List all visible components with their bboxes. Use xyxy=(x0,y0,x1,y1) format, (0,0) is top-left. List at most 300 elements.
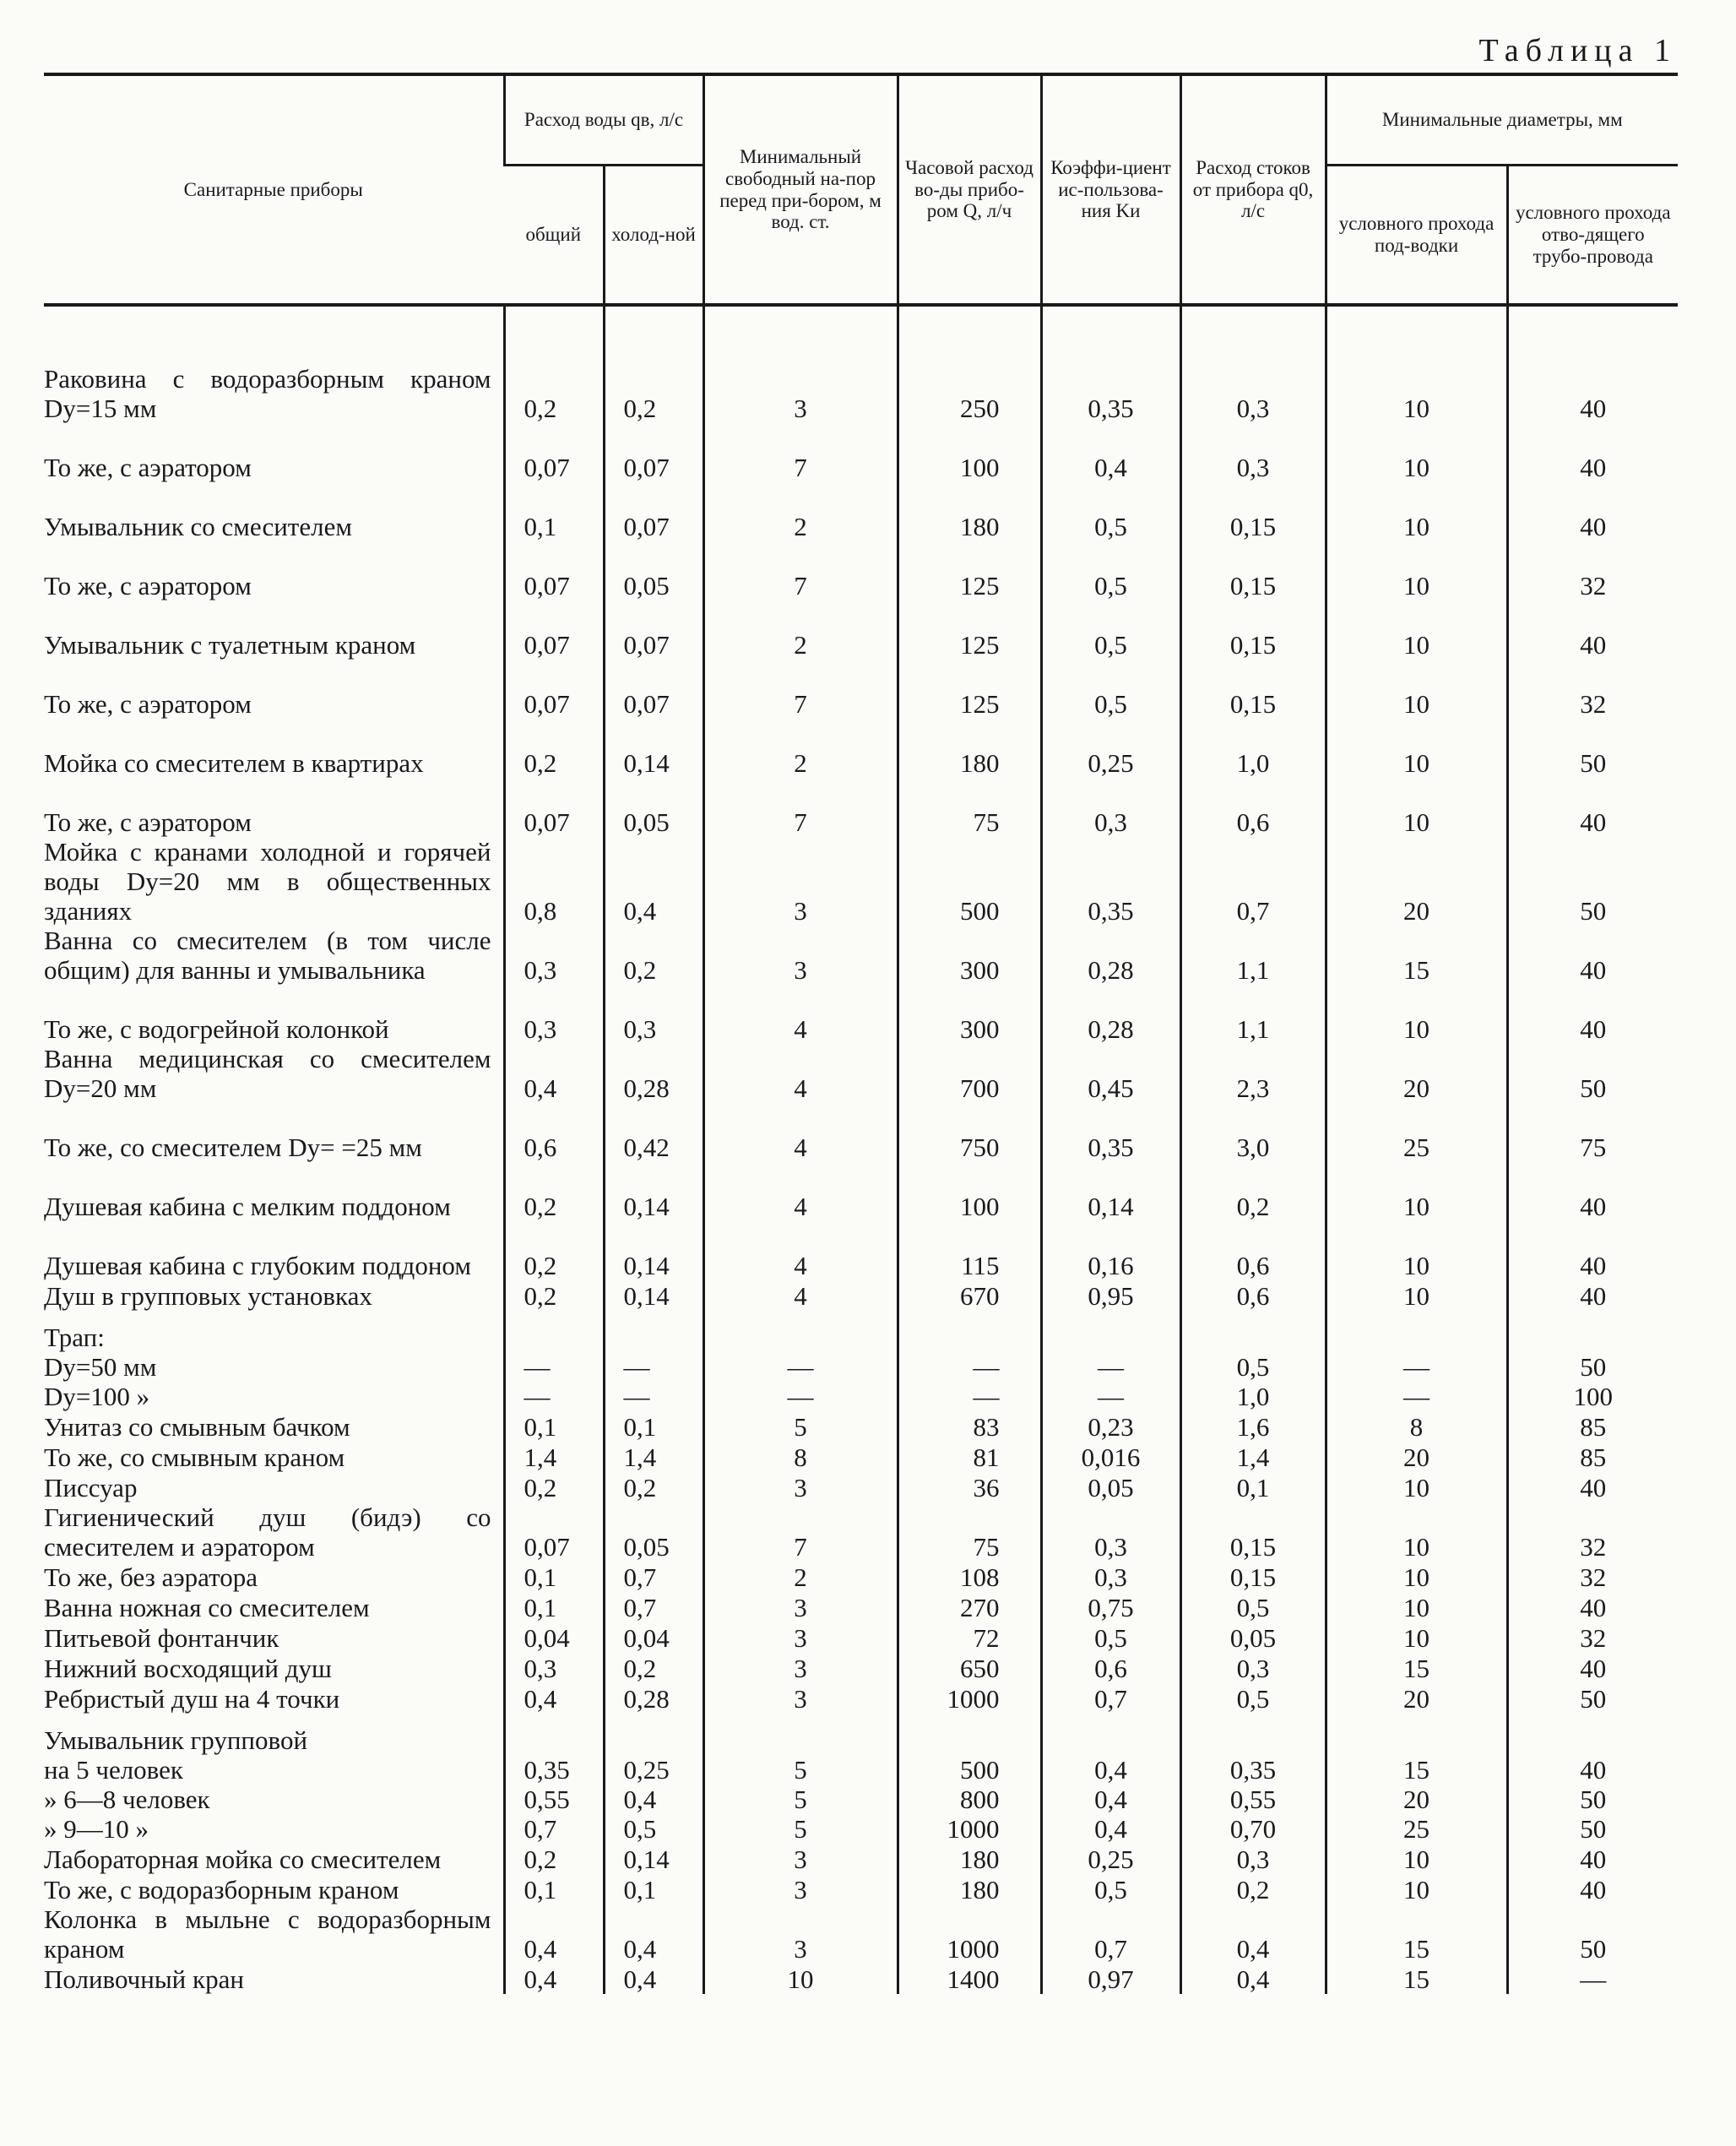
cell-diam-supply: 10 xyxy=(1326,600,1507,660)
cell-device-name: Ванна со смесителем (в том числе общим) для ванны и умывальника xyxy=(44,926,491,986)
cell-hourly-flow: 125 xyxy=(898,660,1041,719)
cell-drain-flow: 0,15 xyxy=(1180,660,1326,719)
header-spacer-row xyxy=(44,305,1678,364)
cell-min-pressure: 3 xyxy=(703,926,898,985)
header-usage-coef: Коэффи-циент ис-пользова-ния Kи xyxy=(1041,74,1180,305)
cell-drain-flow: 0,4 xyxy=(1180,1964,1326,1994)
cell-water-cold: 0,2 xyxy=(604,1653,703,1683)
cell-diam-supply: 10 xyxy=(1326,660,1507,719)
table-row xyxy=(44,364,1678,423)
table-row xyxy=(44,1442,1678,1472)
cell-drain-flow: 0,2 xyxy=(1180,1162,1326,1221)
cell-hourly-flow: 83 xyxy=(898,1411,1041,1442)
cell-diam-supply: 10 xyxy=(1326,423,1507,482)
cell-drain-flow: 0,6 xyxy=(1180,1221,1326,1280)
cell-diam-supply: 8 xyxy=(1326,1411,1507,1442)
cell-diam-drain: 32 xyxy=(1507,1622,1678,1653)
cell-diam-drain: 40 50 50 xyxy=(1507,1714,1678,1844)
cell-water-total: 0,07 xyxy=(504,541,604,600)
cell-device-name: Душевая кабина с глубоким поддоном xyxy=(44,1251,471,1281)
cell-water-total: 0,4 xyxy=(504,1683,604,1714)
cell-min-pressure: 3 xyxy=(703,1653,898,1683)
cell-device-name: Поливочный кран xyxy=(44,1964,244,1995)
cell-water-total: 1,4 xyxy=(504,1442,604,1472)
cell-min-pressure: — — xyxy=(703,1311,898,1411)
cell-diam-drain: 40 xyxy=(1507,1162,1678,1221)
cell-water-cold: 0,4 xyxy=(604,1904,703,1964)
cell-min-pressure: 7 xyxy=(703,1502,898,1562)
cell-min-pressure: 3 xyxy=(703,837,898,926)
cell-device-name: Нижний восходящий душ xyxy=(44,1654,332,1684)
cell-water-cold: 0,3 xyxy=(604,985,703,1044)
cell-water-cold: 0,05 xyxy=(604,778,703,837)
cell-usage-coef: 0,3 xyxy=(1041,1502,1180,1562)
cell-diam-drain: 85 xyxy=(1507,1411,1678,1442)
cell-diam-drain: 40 xyxy=(1507,1280,1678,1311)
table-header xyxy=(44,74,1678,305)
cell-usage-coef: 0,75 xyxy=(1041,1592,1180,1622)
header-water-total: общий xyxy=(504,166,604,306)
cell-diam-drain: 75 xyxy=(1507,1103,1678,1162)
cell-water-total: 0,1 xyxy=(504,482,604,541)
spacer-cell xyxy=(44,305,504,364)
cell-drain-flow: 0,3 xyxy=(1180,1653,1326,1683)
table-row xyxy=(44,1683,1678,1714)
cell-diam-drain: 32 xyxy=(1507,1502,1678,1562)
cell-diam-supply: 15 xyxy=(1326,1653,1507,1683)
cell-hourly-flow: 108 xyxy=(898,1562,1041,1592)
header-device: Санитарные приборы xyxy=(44,74,504,305)
cell-min-pressure: 4 xyxy=(703,1162,898,1221)
table-row xyxy=(44,719,1678,778)
cell-water-total: 0,3 xyxy=(504,1653,604,1683)
cell-water-total: 0,4 xyxy=(504,1904,604,1964)
cell-drain-flow: 3,0 xyxy=(1180,1103,1326,1162)
table-row xyxy=(44,1280,1678,1311)
cell-device-name: Умывальник групповой на 5 человек » 6—8 человек » 9—10 » xyxy=(44,1725,308,1844)
cell-usage-coef: 0,35 xyxy=(1041,1103,1180,1162)
cell-usage-coef: 0,5 xyxy=(1041,482,1180,541)
cell-hourly-flow: 1400 xyxy=(898,1964,1041,1994)
cell-hourly-flow: 700 xyxy=(898,1044,1041,1103)
cell-water-total: 0,3 xyxy=(504,985,604,1044)
table-row xyxy=(44,423,1678,482)
cell-hourly-flow: 300 xyxy=(898,985,1041,1044)
cell-water-total: 0,07 xyxy=(504,1502,604,1562)
cell-water-total: 0,04 xyxy=(504,1622,604,1653)
header-min-diameters: Минимальные диаметры, мм xyxy=(1326,74,1678,166)
table-row xyxy=(44,1162,1678,1221)
table-row xyxy=(44,985,1678,1044)
cell-diam-supply: — — xyxy=(1326,1311,1507,1411)
cell-diam-supply: 15 20 25 xyxy=(1326,1714,1507,1844)
cell-water-total: 0,8 xyxy=(504,837,604,926)
data-table xyxy=(44,73,1678,1994)
cell-usage-coef: 0,5 xyxy=(1041,541,1180,600)
cell-hourly-flow: 270 xyxy=(898,1592,1041,1622)
cell-diam-drain: 50 xyxy=(1507,1904,1678,1964)
cell-water-cold: 0,7 xyxy=(604,1592,703,1622)
cell-water-cold: 0,14 xyxy=(604,719,703,778)
table-row xyxy=(44,1874,1678,1904)
cell-drain-flow: 2,3 xyxy=(1180,1044,1326,1103)
cell-water-total: 0,6 xyxy=(504,1103,604,1162)
cell-hourly-flow: 500 xyxy=(898,837,1041,926)
cell-drain-flow: 0,15 xyxy=(1180,1562,1326,1592)
table-row xyxy=(44,1411,1678,1442)
cell-usage-coef: 0,5 xyxy=(1041,660,1180,719)
cell-water-cold: — — xyxy=(604,1311,703,1411)
cell-diam-supply: 20 xyxy=(1326,1044,1507,1103)
cell-water-total: 0,2 xyxy=(504,1280,604,1311)
cell-usage-coef: 0,4 0,4 0,4 xyxy=(1041,1714,1180,1844)
cell-water-cold: 0,07 xyxy=(604,423,703,482)
cell-diam-drain: 40 xyxy=(1507,482,1678,541)
spacer-cell xyxy=(703,305,898,364)
cell-drain-flow: 0,7 xyxy=(1180,837,1326,926)
cell-drain-flow: 0,6 xyxy=(1180,778,1326,837)
table-row xyxy=(44,1622,1678,1653)
table-row xyxy=(44,660,1678,719)
cell-hourly-flow: 300 xyxy=(898,926,1041,985)
cell-min-pressure: 7 xyxy=(703,778,898,837)
cell-min-pressure: 5 xyxy=(703,1411,898,1442)
cell-drain-flow: 1,1 xyxy=(1180,985,1326,1044)
spacer-cell xyxy=(1180,305,1326,364)
cell-diam-drain: 40 xyxy=(1507,1592,1678,1622)
cell-diam-supply: 10 xyxy=(1326,364,1507,423)
cell-device-name: Душ в групповых установках xyxy=(44,1281,372,1312)
cell-usage-coef: 0,3 xyxy=(1041,778,1180,837)
cell-hourly-flow: 100 xyxy=(898,423,1041,482)
cell-hourly-flow: 72 xyxy=(898,1622,1041,1653)
cell-water-total: 0,07 xyxy=(504,660,604,719)
cell-diam-supply: 10 xyxy=(1326,1162,1507,1221)
cell-water-cold: 0,05 xyxy=(604,541,703,600)
cell-min-pressure: 2 xyxy=(703,600,898,660)
cell-drain-flow: 0,35 0,55 0,70 xyxy=(1180,1714,1326,1844)
cell-water-cold: 0,07 xyxy=(604,660,703,719)
cell-water-cold: 0,14 xyxy=(604,1844,703,1874)
cell-diam-drain: 50 xyxy=(1507,837,1678,926)
cell-hourly-flow: 115 xyxy=(898,1221,1041,1280)
cell-drain-flow: 0,3 xyxy=(1180,1844,1326,1874)
cell-hourly-flow: 180 xyxy=(898,1874,1041,1904)
cell-drain-flow: 0,2 xyxy=(1180,1874,1326,1904)
cell-hourly-flow: 180 xyxy=(898,1844,1041,1874)
cell-water-total: 0,3 xyxy=(504,926,604,985)
cell-min-pressure: 4 xyxy=(703,1103,898,1162)
table-row xyxy=(44,926,1678,985)
cell-usage-coef: 0,7 xyxy=(1041,1683,1180,1714)
cell-hourly-flow: 670 xyxy=(898,1280,1041,1311)
cell-drain-flow: 0,1 xyxy=(1180,1472,1326,1502)
cell-min-pressure: 3 xyxy=(703,1472,898,1502)
table-row xyxy=(44,1044,1678,1103)
cell-diam-drain: 32 xyxy=(1507,1562,1678,1592)
table-row xyxy=(44,1964,1678,1994)
cell-drain-flow: 0,15 xyxy=(1180,1502,1326,1562)
cell-diam-drain: 40 xyxy=(1507,1874,1678,1904)
cell-usage-coef: 0,16 xyxy=(1041,1221,1180,1280)
cell-min-pressure: 3 xyxy=(703,1904,898,1964)
cell-hourly-flow: 125 xyxy=(898,541,1041,600)
cell-min-pressure: 2 xyxy=(703,719,898,778)
cell-diam-supply: 15 xyxy=(1326,926,1507,985)
table-row xyxy=(44,1714,1678,1844)
cell-usage-coef: 0,5 xyxy=(1041,1874,1180,1904)
cell-diam-supply: 25 xyxy=(1326,1103,1507,1162)
cell-diam-supply: 10 xyxy=(1326,719,1507,778)
cell-water-total: 0,2 xyxy=(504,364,604,423)
cell-device-name: Лабораторная мойка со смесителем xyxy=(44,1844,442,1875)
cell-water-cold: 0,07 xyxy=(604,482,703,541)
cell-min-pressure: 2 xyxy=(703,1562,898,1592)
header-diam-drain: условного прохода отво-дящего трубо-провода xyxy=(1507,166,1678,306)
cell-min-pressure: 3 xyxy=(703,1622,898,1653)
cell-usage-coef: 0,97 xyxy=(1041,1964,1180,1994)
cell-diam-supply: 10 xyxy=(1326,1221,1507,1280)
cell-water-cold: 0,28 xyxy=(604,1044,703,1103)
cell-hourly-flow: 180 xyxy=(898,719,1041,778)
table-row xyxy=(44,1311,1678,1411)
cell-min-pressure: 3 xyxy=(703,1683,898,1714)
cell-min-pressure: 3 xyxy=(703,1874,898,1904)
spacer-cell xyxy=(504,305,604,364)
cell-min-pressure: 2 xyxy=(703,482,898,541)
cell-drain-flow: 0,3 xyxy=(1180,423,1326,482)
cell-diam-supply: 10 xyxy=(1326,1844,1507,1874)
table-row xyxy=(44,541,1678,600)
cell-usage-coef: 0,25 xyxy=(1041,1844,1180,1874)
cell-hourly-flow: 1000 xyxy=(898,1904,1041,1964)
header-diam-supply: условного прохода под-водки xyxy=(1326,166,1507,306)
cell-diam-supply: 20 xyxy=(1326,1442,1507,1472)
cell-usage-coef: 0,95 xyxy=(1041,1280,1180,1311)
cell-usage-coef: — — xyxy=(1041,1311,1180,1411)
cell-min-pressure: 10 xyxy=(703,1964,898,1994)
cell-drain-flow: 0,4 xyxy=(1180,1904,1326,1964)
cell-min-pressure: 7 xyxy=(703,423,898,482)
cell-drain-flow: 0,6 xyxy=(1180,1280,1326,1311)
cell-device-name: Умывальник с туалетным краном xyxy=(44,630,416,660)
cell-diam-supply: 10 xyxy=(1326,1622,1507,1653)
header-water-flow: Расход воды qв, л/с xyxy=(504,74,703,166)
cell-usage-coef: 0,35 xyxy=(1041,837,1180,926)
cell-drain-flow: 0,5 xyxy=(1180,1592,1326,1622)
spacer-cell xyxy=(898,305,1041,364)
cell-water-cold: 0,1 xyxy=(604,1411,703,1442)
cell-hourly-flow: 650 xyxy=(898,1653,1041,1683)
cell-drain-flow: 0,05 xyxy=(1180,1622,1326,1653)
cell-min-pressure: 7 xyxy=(703,541,898,600)
cell-hourly-flow: — — xyxy=(898,1311,1041,1411)
header-hourly-flow: Часовой расход во-ды прибо-ром Q, л/ч xyxy=(898,74,1041,305)
table-row xyxy=(44,1653,1678,1683)
cell-diam-supply: 20 xyxy=(1326,837,1507,926)
cell-hourly-flow: 180 xyxy=(898,482,1041,541)
cell-usage-coef: 0,35 xyxy=(1041,364,1180,423)
cell-diam-drain: 40 xyxy=(1507,778,1678,837)
cell-water-total: 0,2 xyxy=(504,719,604,778)
cell-diam-supply: 10 xyxy=(1326,1592,1507,1622)
cell-device-name: Унитаз со смывным бачком xyxy=(44,1412,350,1442)
cell-diam-supply: 15 xyxy=(1326,1904,1507,1964)
cell-diam-supply: 10 xyxy=(1326,1874,1507,1904)
cell-drain-flow: 0,3 xyxy=(1180,364,1326,423)
cell-usage-coef: 0,5 xyxy=(1041,600,1180,660)
cell-hourly-flow: 125 xyxy=(898,600,1041,660)
cell-diam-drain: 32 xyxy=(1507,541,1678,600)
cell-water-cold: 0,25 0,4 0,5 xyxy=(604,1714,703,1844)
cell-hourly-flow: 75 xyxy=(898,1502,1041,1562)
cell-drain-flow: 0,5 xyxy=(1180,1683,1326,1714)
cell-water-total: 0,35 0,55 0,7 xyxy=(504,1714,604,1844)
cell-diam-supply: 10 xyxy=(1326,482,1507,541)
cell-diam-drain: 40 xyxy=(1507,364,1678,423)
cell-device-name: То же, с аэратором xyxy=(44,807,252,838)
cell-device-name: Колонка в мыльне с водоразборным краном xyxy=(44,1904,491,1964)
cell-hourly-flow: 750 xyxy=(898,1103,1041,1162)
cell-drain-flow: 1,4 xyxy=(1180,1442,1326,1472)
cell-device-name: Писсуар xyxy=(44,1473,138,1503)
cell-water-cold: 0,28 xyxy=(604,1683,703,1714)
cell-usage-coef: 0,23 xyxy=(1041,1411,1180,1442)
cell-device-name: Трап: Dу=50 мм Dу=100 » xyxy=(44,1323,157,1412)
cell-water-total: 0,07 xyxy=(504,423,604,482)
cell-water-cold: 0,14 xyxy=(604,1162,703,1221)
cell-diam-drain: 40 xyxy=(1507,985,1678,1044)
cell-device-name: Мойка с кранами холодной и горячей воды Dу=20 мм в общественных зданиях xyxy=(44,837,491,926)
cell-device-name: Раковина с водоразборным краном Dу=15 мм xyxy=(44,364,491,424)
cell-drain-flow: 1,6 xyxy=(1180,1411,1326,1442)
cell-device-name: То же, с аэратором xyxy=(44,689,252,720)
cell-diam-supply: 10 xyxy=(1326,541,1507,600)
cell-drain-flow: 1,0 xyxy=(1180,719,1326,778)
cell-min-pressure: 4 xyxy=(703,1044,898,1103)
cell-water-cold: 0,4 xyxy=(604,837,703,926)
cell-device-name: То же, без аэратора xyxy=(44,1562,258,1593)
cell-water-cold: 0,14 xyxy=(604,1280,703,1311)
table-row xyxy=(44,1562,1678,1592)
cell-hourly-flow: 75 xyxy=(898,778,1041,837)
cell-device-name: Гигиенический душ (бидэ) со смесителем и аэратором xyxy=(44,1502,491,1562)
cell-water-total: 0,4 xyxy=(504,1044,604,1103)
cell-diam-supply: 10 xyxy=(1326,985,1507,1044)
cell-usage-coef: 0,28 xyxy=(1041,926,1180,985)
cell-device-name: Умывальник со смесителем xyxy=(44,512,352,542)
spacer-cell xyxy=(1507,305,1678,364)
cell-diam-drain: 40 xyxy=(1507,600,1678,660)
table-row xyxy=(44,1103,1678,1162)
cell-device-name: То же, с аэратором xyxy=(44,571,252,601)
cell-hourly-flow: 100 xyxy=(898,1162,1041,1221)
cell-usage-coef: 0,4 xyxy=(1041,423,1180,482)
cell-water-cold: 0,2 xyxy=(604,1472,703,1502)
header-min-pressure: Минимальный свободный на-пор перед при-бором, м вод. ст. xyxy=(703,74,898,305)
cell-water-cold: 0,07 xyxy=(604,600,703,660)
cell-water-cold: 0,7 xyxy=(604,1562,703,1592)
table-row xyxy=(44,778,1678,837)
table-row xyxy=(44,1904,1678,1964)
cell-min-pressure: 4 xyxy=(703,1280,898,1311)
cell-device-name: То же, с водогрейной колонкой xyxy=(44,1014,389,1045)
cell-diam-drain: — xyxy=(1507,1964,1678,1994)
cell-device-name: Мойка со смесителем в квартирах xyxy=(44,748,424,779)
header-water-cold: холод-ной xyxy=(604,166,703,306)
cell-hourly-flow: 1000 xyxy=(898,1683,1041,1714)
cell-water-cold: 0,05 xyxy=(604,1502,703,1562)
cell-diam-supply: 15 xyxy=(1326,1964,1507,1994)
cell-min-pressure: 4 xyxy=(703,1221,898,1280)
table-row xyxy=(44,1844,1678,1874)
cell-usage-coef: 0,3 xyxy=(1041,1562,1180,1592)
cell-water-total: 0,1 xyxy=(504,1411,604,1442)
cell-diam-drain: 40 xyxy=(1507,1221,1678,1280)
cell-device-name: То же, с аэратором xyxy=(44,453,252,483)
cell-diam-drain: 50 xyxy=(1507,719,1678,778)
cell-usage-coef: 0,28 xyxy=(1041,985,1180,1044)
cell-min-pressure: 3 xyxy=(703,1844,898,1874)
cell-diam-drain: 40 xyxy=(1507,1653,1678,1683)
cell-diam-drain: 40 xyxy=(1507,1844,1678,1874)
table-row xyxy=(44,600,1678,660)
cell-water-total: 0,2 xyxy=(504,1162,604,1221)
cell-diam-supply: 10 xyxy=(1326,778,1507,837)
cell-drain-flow: 1,1 xyxy=(1180,926,1326,985)
table-row xyxy=(44,1472,1678,1502)
cell-device-name: Ребристый душ на 4 точки xyxy=(44,1684,340,1714)
cell-min-pressure: 8 xyxy=(703,1442,898,1472)
cell-water-total: 0,07 xyxy=(504,778,604,837)
cell-water-cold: 0,42 xyxy=(604,1103,703,1162)
spacer-cell xyxy=(1326,305,1507,364)
cell-diam-drain: 85 xyxy=(1507,1442,1678,1472)
cell-usage-coef: 0,45 xyxy=(1041,1044,1180,1103)
cell-device-name: Ванна медицинская со смесителем Dу=20 мм xyxy=(44,1044,491,1104)
cell-water-total: 0,1 xyxy=(504,1562,604,1592)
cell-usage-coef: 0,25 xyxy=(1041,719,1180,778)
table-caption: Таблица 1 xyxy=(1478,33,1677,68)
cell-water-total: 0,2 xyxy=(504,1844,604,1874)
cell-water-total: 0,4 xyxy=(504,1964,604,1994)
cell-min-pressure: 7 xyxy=(703,660,898,719)
cell-diam-drain: 50 xyxy=(1507,1044,1678,1103)
cell-diam-supply: 20 xyxy=(1326,1683,1507,1714)
cell-usage-coef: 0,7 xyxy=(1041,1904,1180,1964)
cell-hourly-flow: 81 xyxy=(898,1442,1041,1472)
cell-diam-supply: 10 xyxy=(1326,1280,1507,1311)
table-row xyxy=(44,482,1678,541)
cell-water-total: 0,1 xyxy=(504,1874,604,1904)
cell-diam-drain: 50 xyxy=(1507,1683,1678,1714)
cell-usage-coef: 0,14 xyxy=(1041,1162,1180,1221)
header-drain-flow: Расход стоков от прибора q0, л/с xyxy=(1180,74,1326,305)
cell-water-total: 0,1 xyxy=(504,1592,604,1622)
cell-water-cold: 0,14 xyxy=(604,1221,703,1280)
cell-water-total: 0,2 xyxy=(504,1221,604,1280)
cell-water-cold: 0,2 xyxy=(604,926,703,985)
cell-diam-drain: 40 xyxy=(1507,423,1678,482)
cell-min-pressure: 4 xyxy=(703,985,898,1044)
cell-usage-coef: 0,5 xyxy=(1041,1622,1180,1653)
cell-device-name: То же, со смесителем Dу= =25 мм xyxy=(44,1133,422,1163)
cell-water-total: — — xyxy=(504,1311,604,1411)
cell-diam-drain: 40 xyxy=(1507,926,1678,985)
cell-usage-coef: 0,016 xyxy=(1041,1442,1180,1472)
cell-usage-coef: 0,6 xyxy=(1041,1653,1180,1683)
cell-water-total: 0,07 xyxy=(504,600,604,660)
